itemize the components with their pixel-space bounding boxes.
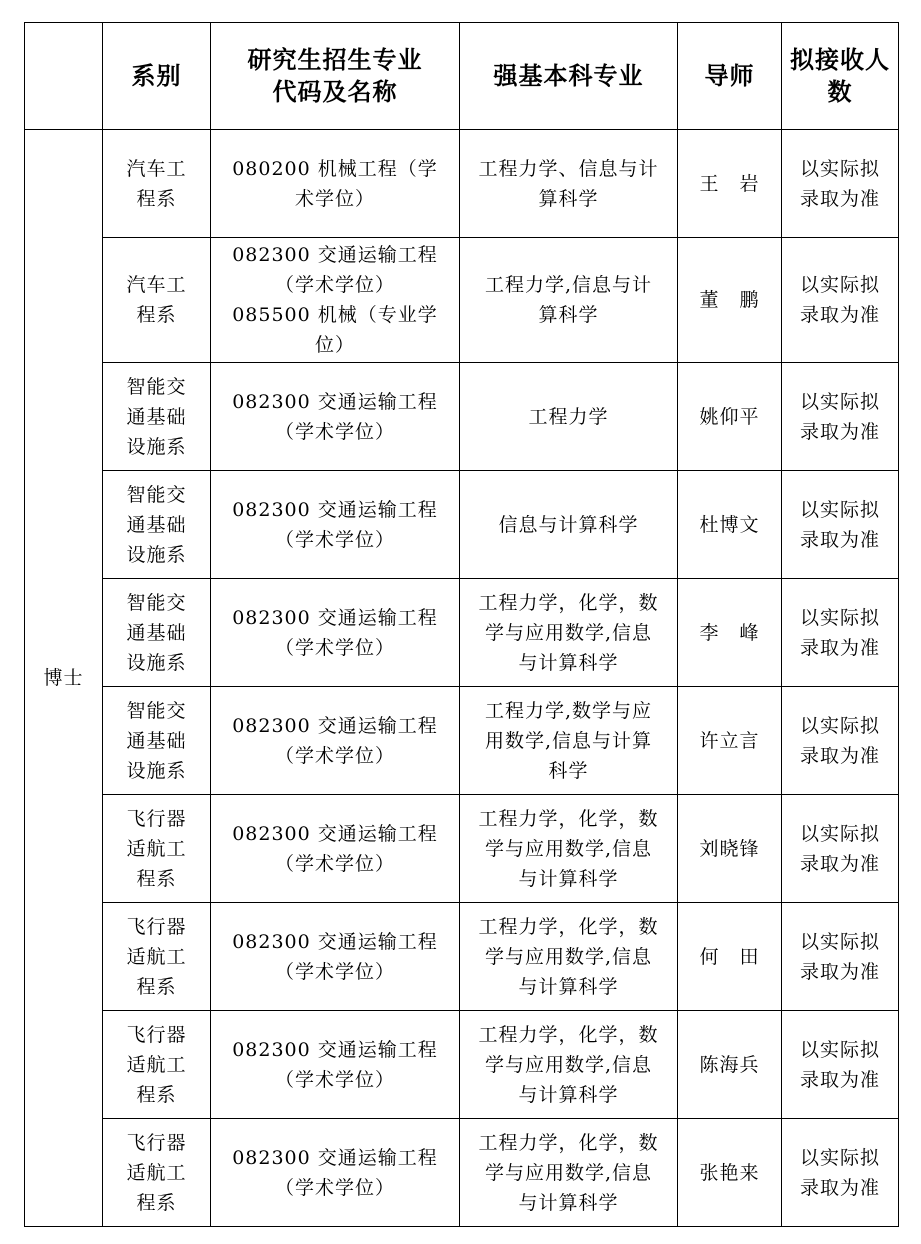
major-cell-line: 工程力学、信息与计 — [478, 157, 659, 180]
department-cell — [103, 903, 211, 1011]
capacity-cell-line: 录取为准 — [799, 528, 880, 551]
department-cell-line: 设施系 — [126, 435, 187, 458]
major-cell-line: 学与应用数学,信息 — [484, 1161, 653, 1184]
major-cell-line: 学与应用数学,信息 — [484, 1053, 653, 1076]
major-cell — [460, 130, 678, 238]
program-cell-line: 082300 交通运输工程 — [232, 1038, 438, 1061]
table-row — [25, 687, 899, 795]
department-cell-line: 智能交 — [126, 591, 187, 614]
capacity-cell-line: 录取为准 — [799, 304, 880, 326]
capacity-cell-line: 以实际拟 — [799, 157, 880, 180]
table-row — [25, 903, 899, 1011]
table-header-row — [25, 23, 899, 130]
major-cell — [460, 1119, 678, 1227]
capacity-cell-line: 以实际拟 — [799, 1038, 880, 1061]
degree-level-cell: 博士 — [25, 130, 103, 1227]
department-cell-line: 程系 — [136, 304, 177, 326]
capacity-cell — [782, 363, 899, 471]
program-cell-line: （学术学位） — [274, 420, 395, 443]
department-cell-line: 适航工 — [126, 837, 187, 860]
header-advisor: 导师 — [678, 23, 782, 130]
department-cell-line: 程系 — [136, 867, 177, 890]
department-cell-line: 智能交 — [126, 375, 187, 398]
advisor-cell: 许立言 — [678, 687, 782, 795]
program-cell-line: 术学位） — [294, 187, 375, 210]
major-cell-line: 学与应用数学,信息 — [484, 621, 653, 644]
major-cell — [460, 795, 678, 903]
department-cell-line: 程系 — [136, 975, 177, 998]
program-cell — [211, 363, 460, 471]
major-cell-line: 算科学 — [538, 304, 599, 326]
major-cell-line: 学与应用数学,信息 — [484, 945, 653, 968]
capacity-cell — [782, 130, 899, 238]
major-cell-line: 工程力学，化学，数 — [478, 807, 659, 830]
department-cell-line: 汽车工 — [126, 157, 187, 180]
capacity-cell-line: 录取为准 — [799, 852, 880, 875]
capacity-cell — [782, 471, 899, 579]
program-cell — [211, 579, 460, 687]
program-cell-line: 082300 交通运输工程 — [232, 498, 438, 521]
program-cell-line: 082300 交通运输工程 — [232, 244, 438, 266]
header-major: 强基本科专业 — [460, 23, 678, 130]
capacity-cell — [782, 579, 899, 687]
department-cell — [103, 238, 211, 363]
header-program-line: 研究生招生专业 — [247, 46, 423, 74]
program-cell-line: 082300 交通运输工程 — [232, 714, 438, 737]
major-cell — [460, 903, 678, 1011]
major-cell-line: 用数学,信息与计算 — [484, 729, 653, 752]
capacity-cell-line: 以实际拟 — [799, 274, 880, 296]
table-row — [25, 1011, 899, 1119]
department-cell-line: 智能交 — [126, 699, 187, 722]
advisor-cell: 张艳来 — [678, 1119, 782, 1227]
header-capacity — [782, 23, 899, 130]
program-cell-line: 082300 交通运输工程 — [232, 822, 438, 845]
admissions-table-container — [24, 22, 898, 1226]
major-cell — [460, 363, 678, 471]
major-cell-line: 与计算科学 — [518, 867, 619, 890]
advisor-admissions-table — [24, 22, 899, 1227]
department-cell-line: 汽车工 — [126, 274, 187, 296]
program-cell-line: 080200 机械工程（学 — [232, 157, 438, 180]
department-cell-line: 飞行器 — [126, 1023, 187, 1046]
capacity-cell-line: 录取为准 — [799, 187, 880, 210]
department-cell — [103, 1119, 211, 1227]
department-cell-line: 程系 — [136, 1083, 177, 1106]
capacity-cell-line: 以实际拟 — [799, 930, 880, 953]
major-cell — [460, 471, 678, 579]
header-program-line: 代码及名称 — [272, 78, 398, 106]
major-cell-line: 与计算科学 — [518, 975, 619, 998]
department-cell-line: 飞行器 — [126, 807, 187, 830]
capacity-cell-line: 录取为准 — [799, 744, 880, 767]
major-cell-line: 工程力学 — [528, 405, 609, 428]
department-cell — [103, 471, 211, 579]
header-corner-cell — [25, 23, 103, 130]
capacity-cell — [782, 903, 899, 1011]
major-cell-line: 信息与计算科学 — [498, 513, 639, 536]
table-row — [25, 1119, 899, 1227]
program-cell-line: （学术学位） — [274, 636, 395, 659]
capacity-cell-line: 录取为准 — [799, 1068, 880, 1091]
capacity-cell — [782, 238, 899, 363]
advisor-cell: 董 鹏 — [678, 238, 782, 363]
program-cell-line: 082300 交通运输工程 — [232, 930, 438, 953]
capacity-cell — [782, 795, 899, 903]
capacity-cell-line: 以实际拟 — [799, 714, 880, 737]
department-cell — [103, 579, 211, 687]
program-cell-line: （学术学位） — [274, 852, 395, 875]
capacity-cell-line: 以实际拟 — [799, 1146, 880, 1169]
advisor-cell: 姚仰平 — [678, 363, 782, 471]
table-row — [25, 795, 899, 903]
department-cell-line: 设施系 — [126, 759, 187, 782]
program-cell — [211, 130, 460, 238]
department-cell — [103, 1011, 211, 1119]
program-cell-line: （学术学位） — [274, 744, 395, 767]
program-cell — [211, 903, 460, 1011]
program-cell-line: （学术学位） — [274, 1068, 395, 1091]
major-cell — [460, 1011, 678, 1119]
major-cell-line: 工程力学,信息与计 — [484, 274, 653, 296]
advisor-cell: 何 田 — [678, 903, 782, 1011]
program-cell — [211, 238, 460, 363]
advisor-cell: 李 峰 — [678, 579, 782, 687]
capacity-cell — [782, 687, 899, 795]
department-cell-line: 适航工 — [126, 1161, 187, 1184]
department-cell-line: 飞行器 — [126, 915, 187, 938]
header-capacity-line: 拟接收人 — [790, 46, 890, 74]
major-cell-line: 算科学 — [538, 187, 599, 210]
department-cell-line: 设施系 — [126, 651, 187, 674]
department-cell — [103, 795, 211, 903]
capacity-cell — [782, 1119, 899, 1227]
department-cell-line: 程系 — [136, 187, 177, 210]
advisor-cell: 陈海兵 — [678, 1011, 782, 1119]
advisor-cell: 王 岩 — [678, 130, 782, 238]
department-cell-line: 适航工 — [126, 945, 187, 968]
program-cell-line: 085500 机械（专业学 — [232, 304, 438, 326]
program-cell-line: （学术学位） — [274, 1176, 395, 1199]
program-cell — [211, 795, 460, 903]
advisor-cell: 杜博文 — [678, 471, 782, 579]
capacity-cell-line: 录取为准 — [799, 636, 880, 659]
table-row — [25, 130, 899, 238]
program-cell — [211, 1119, 460, 1227]
major-cell-line: 与计算科学 — [518, 1083, 619, 1106]
major-cell-line: 工程力学，化学，数 — [478, 915, 659, 938]
department-cell — [103, 130, 211, 238]
capacity-cell-line: 以实际拟 — [799, 606, 880, 629]
table-body — [25, 130, 899, 1227]
major-cell-line: 工程力学，化学，数 — [478, 591, 659, 614]
department-cell-line: 通基础 — [126, 729, 187, 752]
program-cell-line: 位） — [314, 334, 355, 356]
header-department: 系别 — [103, 23, 211, 130]
major-cell-line: 工程力学，化学，数 — [478, 1131, 659, 1154]
capacity-cell-line: 以实际拟 — [799, 498, 880, 521]
capacity-cell-line: 以实际拟 — [799, 390, 880, 413]
table-row — [25, 579, 899, 687]
header-capacity-line: 数 — [827, 78, 853, 106]
program-cell — [211, 687, 460, 795]
department-cell — [103, 363, 211, 471]
capacity-cell-line: 录取为准 — [799, 420, 880, 443]
major-cell-line: 学与应用数学,信息 — [484, 837, 653, 860]
major-cell — [460, 579, 678, 687]
program-cell-line: 082300 交通运输工程 — [232, 1146, 438, 1169]
header-program — [211, 23, 460, 130]
department-cell-line: 程系 — [136, 1191, 177, 1214]
table-row — [25, 471, 899, 579]
department-cell-line: 设施系 — [126, 543, 187, 566]
program-cell-line: （学术学位） — [274, 274, 395, 296]
capacity-cell-line: 录取为准 — [799, 960, 880, 983]
advisor-cell: 刘晓锋 — [678, 795, 782, 903]
capacity-cell — [782, 1011, 899, 1119]
department-cell-line: 智能交 — [126, 483, 187, 506]
table-row — [25, 238, 899, 363]
program-cell-line: 082300 交通运输工程 — [232, 390, 438, 413]
program-cell-line: （学术学位） — [274, 960, 395, 983]
department-cell-line: 适航工 — [126, 1053, 187, 1076]
program-cell — [211, 471, 460, 579]
major-cell-line: 工程力学,数学与应 — [484, 699, 653, 722]
department-cell-line: 通基础 — [126, 621, 187, 644]
capacity-cell-line: 以实际拟 — [799, 822, 880, 845]
department-cell-line: 通基础 — [126, 405, 187, 428]
program-cell-line: 082300 交通运输工程 — [232, 606, 438, 629]
major-cell-line: 与计算科学 — [518, 1191, 619, 1214]
major-cell — [460, 238, 678, 363]
major-cell-line: 与计算科学 — [518, 651, 619, 674]
major-cell — [460, 687, 678, 795]
program-cell-line: （学术学位） — [274, 528, 395, 551]
major-cell-line: 科学 — [548, 759, 589, 782]
table-row — [25, 363, 899, 471]
department-cell-line: 飞行器 — [126, 1131, 187, 1154]
major-cell-line: 工程力学，化学，数 — [478, 1023, 659, 1046]
department-cell — [103, 687, 211, 795]
program-cell — [211, 1011, 460, 1119]
department-cell-line: 通基础 — [126, 513, 187, 536]
capacity-cell-line: 录取为准 — [799, 1176, 880, 1199]
